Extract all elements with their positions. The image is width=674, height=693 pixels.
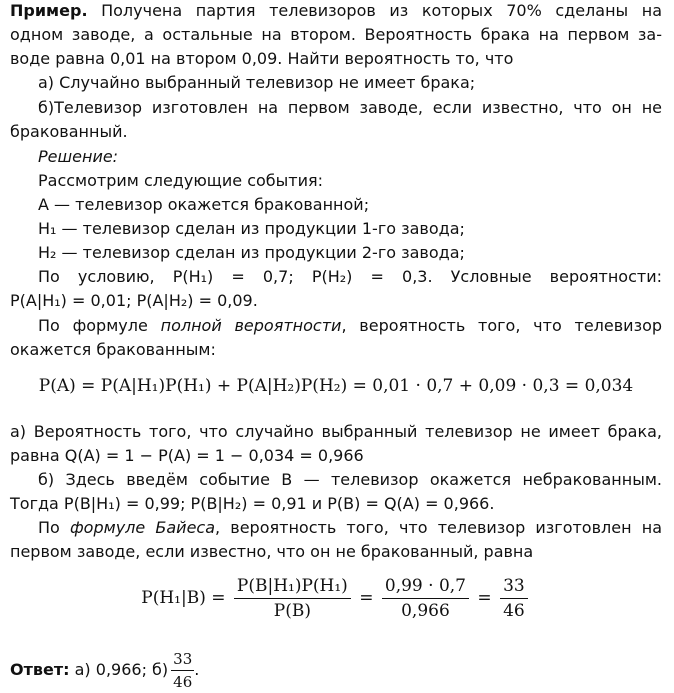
- bayes-formula-term: формуле Байеса: [70, 518, 216, 537]
- bayes-suffix: , вероятность того, что телевизор изготовлен на: [215, 518, 662, 537]
- fraction-2-denominator: 0,966: [401, 601, 450, 621]
- solution-label: Решение:: [38, 147, 119, 166]
- solution-consider: Рассмотрим следующие события:: [38, 171, 324, 190]
- total-prefix: По формуле: [38, 316, 148, 335]
- fraction-1-denominator: P(B): [273, 601, 311, 621]
- bayes-fraction-1: [234, 576, 351, 621]
- intro-line-1: [10, 0, 662, 22]
- intro-text-1: Получена партия телевизоров из которых 70% сделаны на: [101, 1, 663, 20]
- question-a: а) Случайно выбранный телевизор не имеет брака;: [38, 73, 476, 92]
- bayes-line-2: первом заводе, если известно, что он не бракованный, равна: [10, 542, 534, 561]
- total-probability-line-1: [38, 315, 662, 337]
- bayes-formula: [10, 576, 662, 621]
- bayes-lhs: P(H₁|B) =: [141, 588, 226, 608]
- bayes-fraction-2: [382, 576, 469, 621]
- answer-text: а) 0,966; б): [74, 660, 169, 679]
- part-b-line-1: б) Здесь введём событие B — телевизор окажется небракованным.: [38, 470, 662, 489]
- intro-line-2: одном заводе, а остальные на втором. Вероятность брака на первом за-: [10, 25, 662, 44]
- event-a: A — телевизор окажется бракованной;: [38, 195, 370, 214]
- part-a-line-2: равна Q(A) = 1 − P(A) = 1 − 0,034 = 0,966: [10, 446, 364, 465]
- fraction-3-denominator: 46: [503, 601, 525, 621]
- answer-line: [10, 648, 662, 693]
- equals-sign: =: [477, 588, 492, 608]
- condition-line-1: По условию, P(H₁) = 0,7; P(H₂) = 0,3. Условные вероятности:: [38, 267, 662, 286]
- intro-line-3: воде равна 0,01 на втором 0,09. Найти вероятность то, что: [10, 49, 514, 68]
- total-probability-term: полной вероятности: [160, 316, 342, 335]
- bayes-line-1: [38, 517, 662, 539]
- example-label: Пример.: [10, 1, 88, 20]
- question-b-line-1: б)Телевизор изготовлен на первом заводе, если известно, что он не: [38, 98, 662, 117]
- answer-fraction-denominator: 46: [173, 673, 193, 691]
- condition-line-2: P(A|H₁) = 0,01; P(A|H₂) = 0,09.: [10, 291, 258, 310]
- answer-fraction-numerator: 33: [171, 648, 194, 671]
- fraction-3-numerator: 33: [500, 576, 528, 599]
- question-b-line-2: бракованный.: [10, 122, 128, 141]
- fraction-2-numerator: 0,99 · 0,7: [382, 576, 469, 599]
- total-probability-line-2: окажется бракованным:: [10, 340, 216, 359]
- answer-label: Ответ:: [10, 660, 70, 679]
- bayes-fraction-3: [500, 576, 528, 621]
- event-h2: H₂ — телевизор сделан из продукции 2-го завода;: [38, 243, 465, 262]
- total-suffix: , вероятность того, что телевизор: [341, 316, 663, 335]
- answer-end: .: [194, 660, 200, 679]
- fraction-1-numerator: P(B|H₁)P(H₁): [234, 576, 351, 599]
- bayes-prefix: По: [38, 518, 60, 537]
- answer-fraction: [171, 648, 194, 693]
- part-a-line-1: а) Вероятность того, что случайно выбранный телевизор не имеет брака,: [10, 422, 662, 441]
- equals-sign: =: [359, 588, 374, 608]
- part-b-line-2: Тогда P(B|H₁) = 0,99; P(B|H₂) = 0,91 и P(B) = Q(A) = 0,966.: [10, 494, 495, 513]
- total-probability-formula: P(A) = P(A|H₁)P(H₁) + P(A|H₂)P(H₂) = 0,01 · 0,7 + 0,09 · 0,3 = 0,034: [38, 376, 634, 396]
- event-h1: H₁ — телевизор сделан из продукции 1-го завода;: [38, 219, 465, 238]
